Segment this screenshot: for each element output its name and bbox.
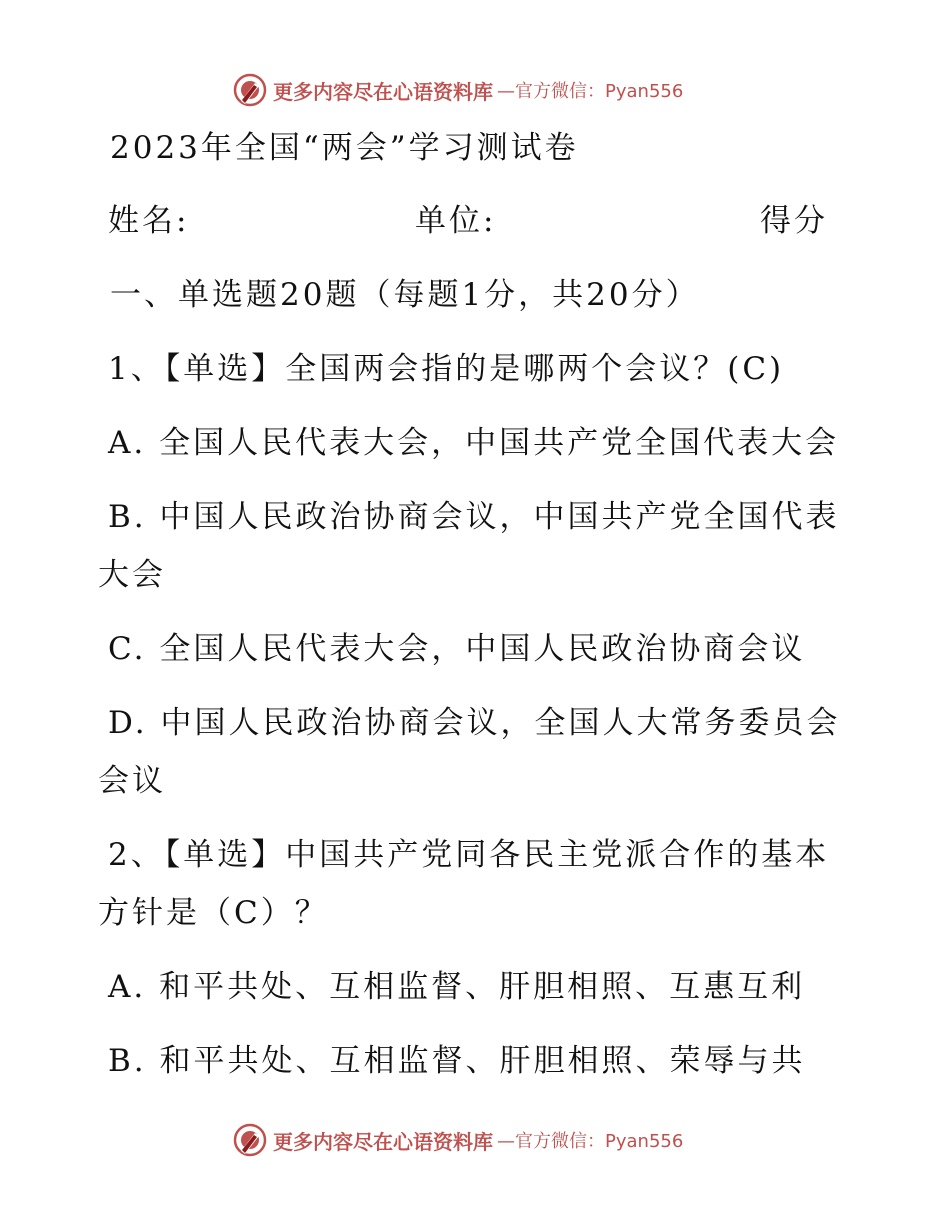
page-title: 2023年全国“两会”学习测试卷 [110,130,579,166]
pen-logo-icon [233,73,267,107]
watermark-header [233,70,683,110]
question-1-option-a: A. 全国人民代表大会，中国共产党全国代表大会 [108,425,840,461]
watermark-sub-text: —官方微信：Pyan556 [497,81,684,102]
question-1-option-c: C. 全国人民代表大会，中国人民政治协商会议 [108,631,806,667]
watermark-main-text: 更多内容尽在心语资料库 [273,79,493,104]
name-label: 姓名: [108,203,190,239]
question-1-option-d: D. 中国人民政治协商会议，全国人大常务委员会 [108,705,841,741]
unit-label: 单位: [415,203,497,239]
score-label: 得分 [760,203,828,239]
section-heading: 一、单选题20题（每题1分，共20分） [110,277,700,313]
watermark-footer [233,1120,683,1160]
question-1-option-b-cont: 大会 [98,557,166,593]
watermark-sub-text: —官方微信：Pyan556 [497,1131,684,1152]
question-1-option-d-cont: 会议 [98,763,166,799]
question-1-stem: 1、【单选】全国两会指的是哪两个会议？(C) [108,351,785,387]
pen-logo-icon [233,1123,267,1157]
question-1-option-b: B. 中国人民政治协商会议，中国共产党全国代表 [108,499,840,535]
question-2-stem-cont: 方针是（C）？ [98,895,329,931]
question-2-option-b: B. 和平共处、互相监督、肝胆相照、荣辱与共 [108,1043,806,1079]
question-2-option-a: A. 和平共处、互相监督、肝胆相照、互惠互利 [108,969,806,1005]
watermark-main-text: 更多内容尽在心语资料库 [273,1129,493,1154]
question-2-stem: 2、【单选】中国共产党同各民主党派合作的基本 [108,837,830,873]
